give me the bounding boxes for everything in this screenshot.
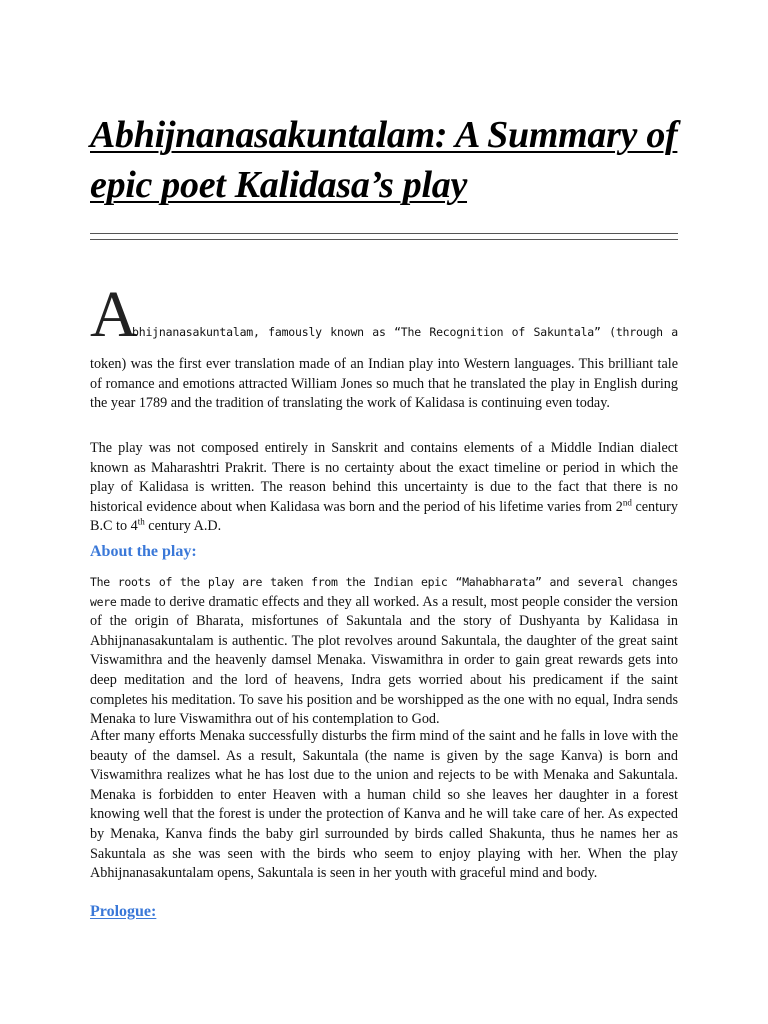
title-line-2: epic poet Kalidasa’s play xyxy=(90,164,468,206)
paragraph-roots-first-line: The roots of the play are taken from the Indian epic “Mahabharata” and several changes were xyxy=(90,575,678,609)
title-divider-bottom xyxy=(90,239,678,240)
drop-cap: A xyxy=(90,278,138,351)
ordinal-suffix-1: nd xyxy=(622,497,632,508)
century-number-2: 4 xyxy=(130,518,138,535)
paragraph-menaka: After many efforts Menaka successfully disturbs the firm mind of the saint and he falls in love with the beauty of the damsel. As a result, Sakuntala (the name is given by the sage Kanva) is born and Viswamithra realizes what he has lost due to the union and rejects to be with Menaka and Sakuntala. Menaka is forbidden to enter Heaven with a human child so she leaves her daughter in a forest knowing well that the forest is under the protection of Kanva and he will take care of her. As expected by Menaka, Kanva finds the baby girl surrounded by birds called Shakunta, thus he names her as Sakuntala as she was seen with the birds who seem to enjoy playing with her. When the play Abhijnanasakuntalam opens, Sakuntala is seen in her youth with graceful mind and body. xyxy=(90,728,678,882)
century-range-end: century A.D. xyxy=(144,518,222,535)
heading-prologue: Prologue: xyxy=(90,903,157,920)
paragraph-roots xyxy=(90,573,678,730)
century-range-mid: century B.C to xyxy=(90,498,678,535)
document-title xyxy=(90,110,690,210)
title-line-1: Abhijnanasakuntalam: A Summary of xyxy=(90,114,678,156)
heading-about-the-play: About the play: xyxy=(90,543,197,560)
intro-paragraph: token) was the first ever translation made of an Indian play into Western languages. This brilliant tale of romance and emotions attracted William Jones so much that he translated the play in English during the year 1789 and the tradition of translating the work of Kalidasa is continuing even today. xyxy=(90,356,678,412)
century-number-1: 2 xyxy=(615,498,623,515)
intro-first-line: bhijnanasakuntalam, famously known as “The Recognition of Sakuntala” (through a xyxy=(132,325,678,339)
ordinal-suffix-2: th xyxy=(137,516,145,527)
paragraph-roots-rest: made to derive dramatic effects and they all worked. As a result, most people consider the version of the origin of Bharata, misfortunes of Sakuntala and the story of Dushyanta by Kalidasa in Abhijnanasakuntalam is authentic. The plot revolves around Sakuntala, the daughter of the great saint Viswamithra and the heavenly damsel Menaka. Viswamithra in order to gain great rewards gets into deep meditation and the lord of heavens, Indra gets worried about his predicament if the saint completes his meditation. To save his position and be worshipped as the one with no equal, Indra sends Menaka to lure Viswamithra out of his contemplation to God. xyxy=(90,593,678,728)
paragraph-dialect-text: The play was not composed entirely in Sanskrit and contains elements of a Middle Indian dialect known as Maharashtri Prakrit. There is no certainty about the exact timeline or period in which the play of Kalidasa is written. The reason behind this uncertainty is due to the fact that there is no historical evidence about when Kalidasa was born and the period of his lifetime varies from xyxy=(90,440,678,515)
paragraph-dialect xyxy=(90,439,678,537)
title-divider-top xyxy=(90,233,678,234)
